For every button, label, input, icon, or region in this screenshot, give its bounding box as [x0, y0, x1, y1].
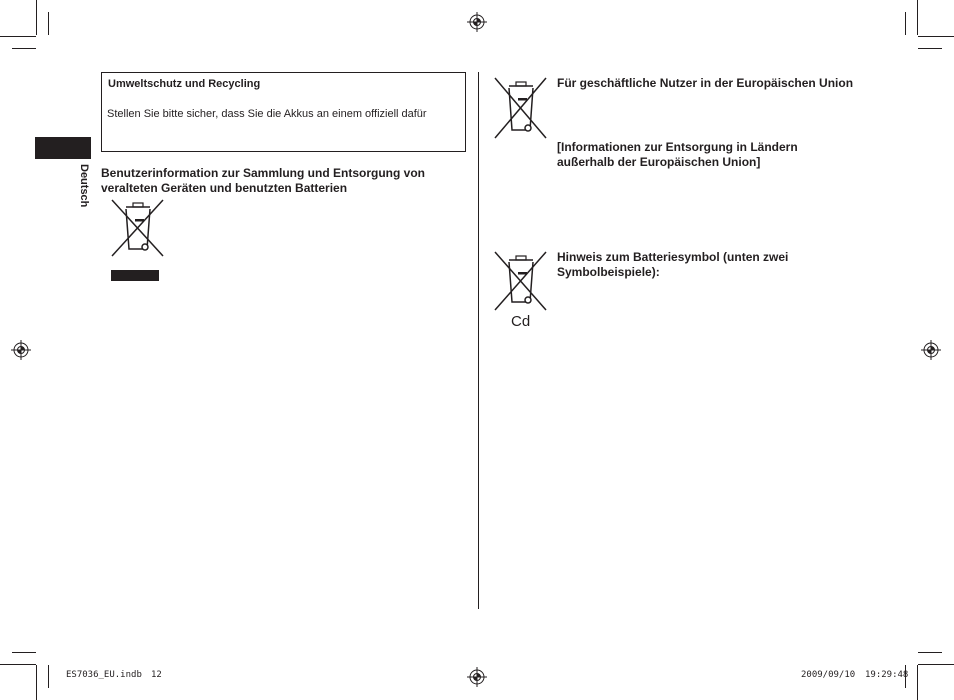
language-side-label [78, 164, 92, 212]
footer-page-number: 12 [151, 670, 162, 680]
registration-mark-icon [467, 667, 487, 687]
language-label-text: Deutsch [78, 164, 90, 208]
battery-symbol-heading [557, 250, 857, 280]
crop-mark-top-right-v2 [905, 12, 906, 35]
environment-notice-box [101, 72, 466, 152]
battery-heading-line-2: Symbolbeispiele): [557, 265, 660, 279]
outside-eu-heading-line-2: außerhalb der Europäischen Union] [557, 155, 761, 169]
business-users-heading: Für geschäftliche Nutzer in der Europäischen Union [557, 76, 854, 90]
crop-mark-top-right-h2 [918, 48, 942, 49]
crop-mark-bottom-left-h2 [12, 652, 36, 653]
crop-mark-bottom-left-v [36, 665, 37, 700]
crop-mark-top-left-h2 [12, 48, 36, 49]
crop-mark-bottom-right-h [918, 664, 954, 665]
crop-mark-top-left-h [0, 36, 36, 37]
left-section-heading [101, 166, 461, 196]
crop-mark-bottom-right-h2 [918, 652, 942, 653]
footer-file-name: ES7036_EU.indb [66, 670, 142, 680]
registration-mark-icon [11, 340, 31, 360]
outside-eu-heading-line-1: [Informationen zur Entsorgung in Ländern [557, 140, 798, 154]
bin-underline-bar [111, 270, 159, 281]
crop-mark-top-left-v2 [48, 12, 49, 35]
registration-mark-icon [467, 12, 487, 32]
registration-mark-icon [921, 340, 941, 360]
battery-heading-line-1: Hinweis zum Batteriesymbol (unten zwei [557, 250, 789, 264]
crossed-out-wheelie-bin-icon [109, 198, 167, 258]
footer-time: 19:29:48 [865, 670, 909, 680]
crop-mark-bottom-right-v [917, 665, 918, 700]
notice-text: Stellen Sie bitte sicher, dass Sie die Akkus an einem offiziell dafür [107, 108, 427, 120]
crop-mark-top-left-v [36, 0, 37, 35]
notice-title: Umweltschutz und Recycling [108, 78, 261, 90]
crop-mark-top-right-v [917, 0, 918, 35]
column-divider [478, 72, 479, 609]
crop-mark-bottom-left-h [0, 664, 36, 665]
crossed-out-wheelie-bin-icon [492, 250, 550, 312]
chemical-symbol-cd: Cd [511, 313, 531, 330]
footer-date: 2009/09/10 [801, 670, 856, 680]
language-tab-marker [35, 137, 91, 159]
crossed-out-wheelie-bin-icon [492, 76, 550, 140]
left-heading-line-1: Benutzerinformation zur Sammlung und Entsorgung von [101, 166, 425, 180]
left-heading-line-2: veralteten Geräten und benutzten Batterien [101, 181, 348, 195]
crop-mark-top-right-h [918, 36, 954, 37]
outside-eu-heading [557, 140, 857, 170]
crop-mark-bottom-left-v2 [48, 665, 49, 688]
